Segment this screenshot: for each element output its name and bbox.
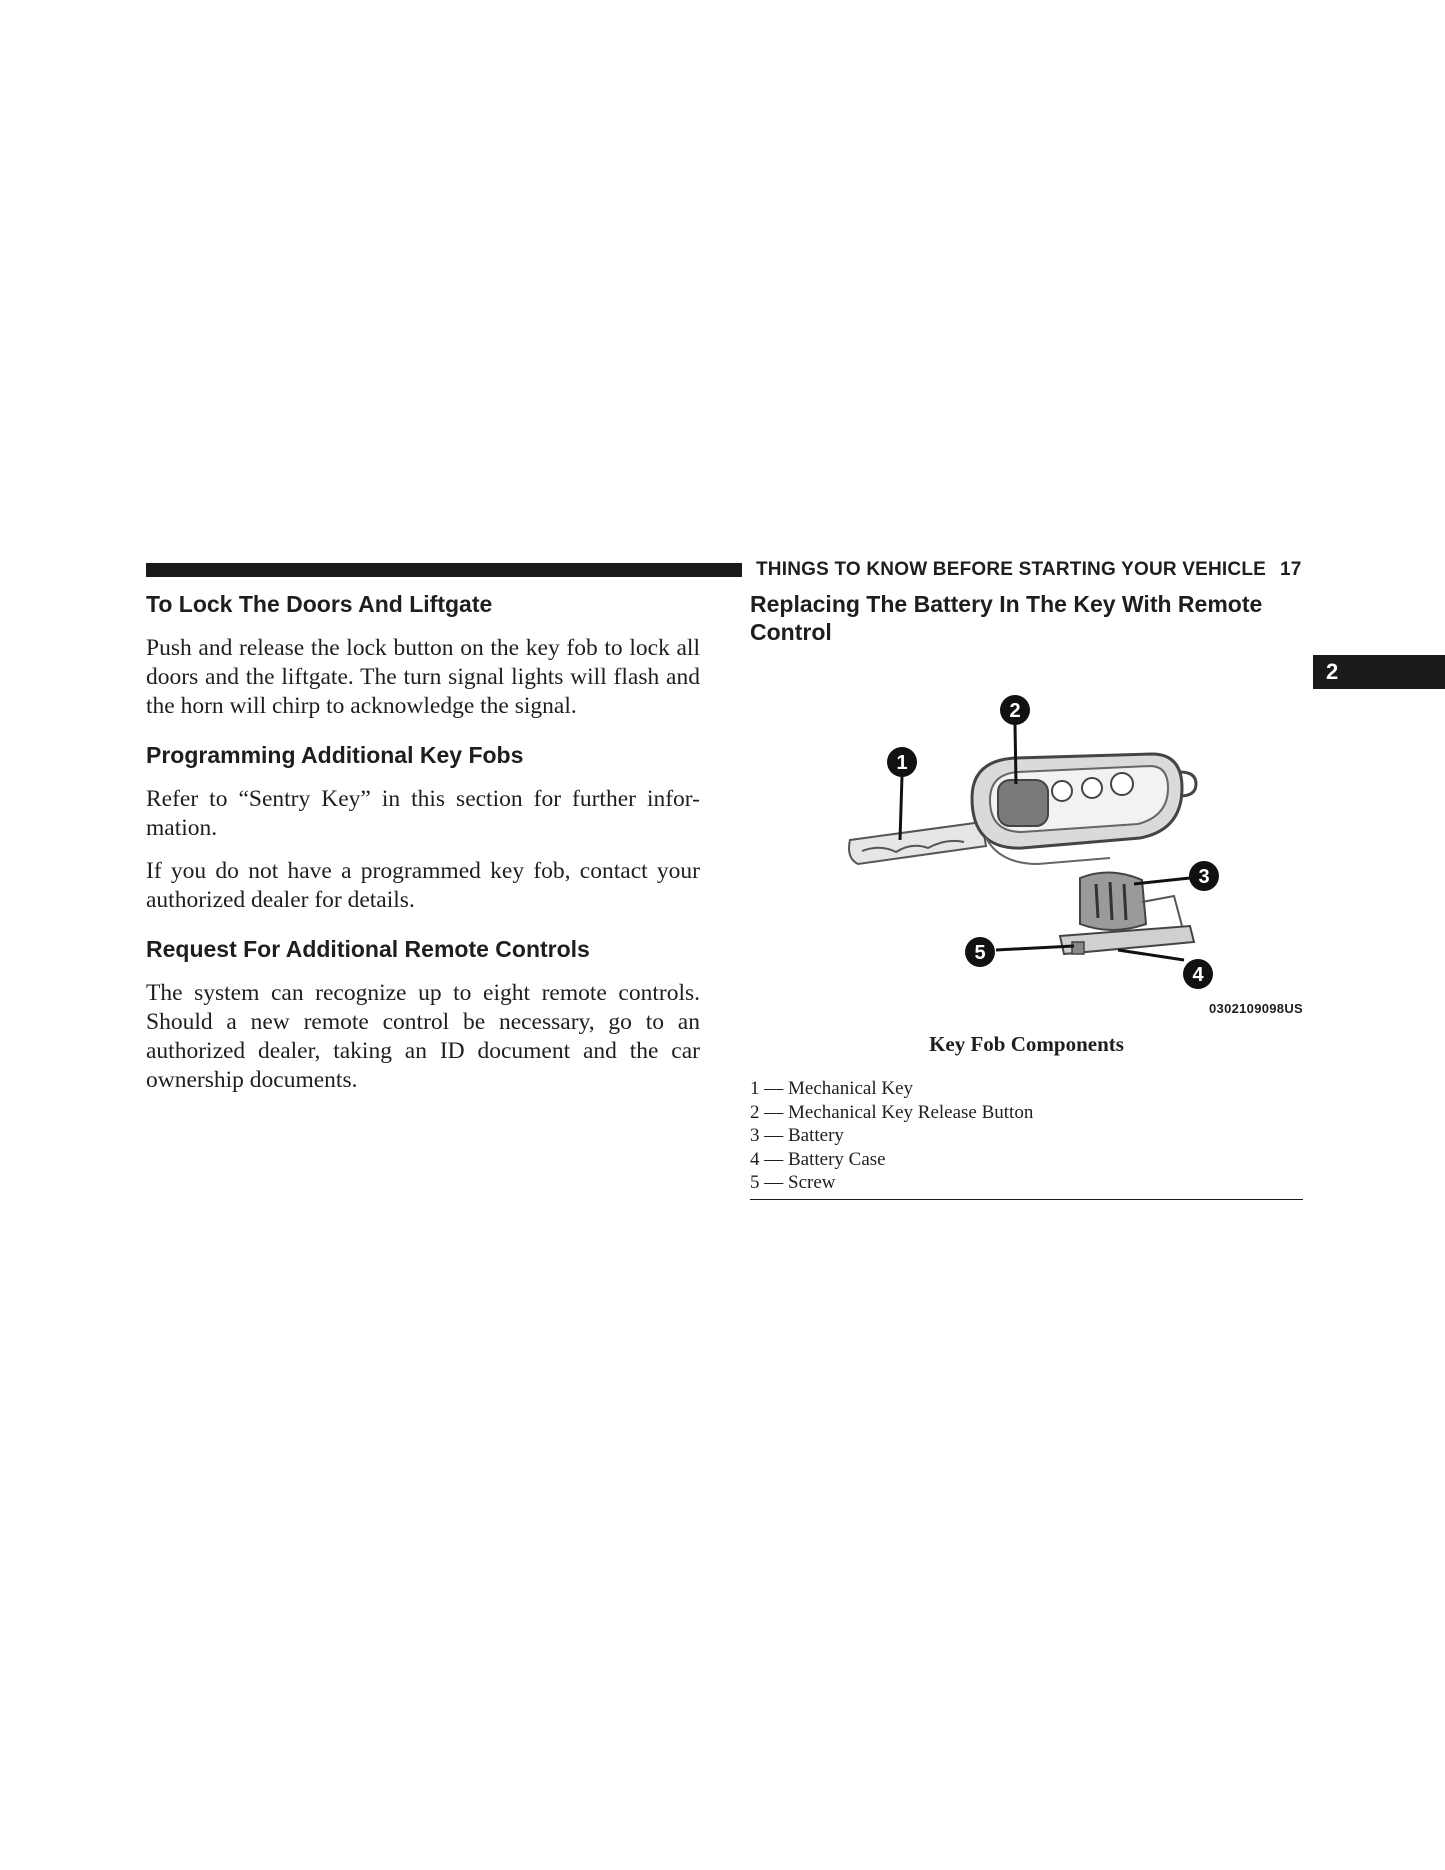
legend-item: 3 — Battery <box>750 1125 844 1146</box>
figure-caption: Key Fob Components <box>929 1032 1124 1056</box>
paragraph-contact-dealer: If you do not have a programmed key fob, contact your authorized dealer for details. <box>146 858 700 913</box>
paragraph-remote-controls: The system can recognize up to eight remote controls. Should a new remote control be necessary, go to an authorized dealer, taking an ID document and the car ownership documents. <box>146 980 700 1093</box>
section-heading-replace-battery: Replacing The Battery In The Key With Remote Control <box>750 591 1263 645</box>
running-head <box>756 559 1301 581</box>
section-heading-request-remotes: Request For Additional Remote Controls <box>146 936 590 962</box>
running-title: THINGS TO KNOW BEFORE STARTING YOUR VEHICLE <box>756 559 1267 580</box>
battery-part <box>1080 872 1146 930</box>
key-fob-illustration <box>750 688 1303 1018</box>
page-number: 17 <box>1280 559 1302 580</box>
mechanical-key-blade <box>849 822 986 864</box>
figure-legend <box>750 1077 1303 1200</box>
paragraph-sentry-key: Refer to “Sentry Key” in this section for further infor-mation. <box>146 786 700 841</box>
key-fob-figure <box>750 688 1303 1018</box>
callout-3-label: 3 <box>1198 866 1210 888</box>
callout-3 <box>1189 861 1219 891</box>
chapter-tab: 2 <box>1313 655 1445 689</box>
legend-item: 1 — Mechanical Key <box>750 1078 914 1099</box>
key-fob-body <box>972 754 1196 864</box>
right-column <box>750 590 1303 1200</box>
legend-item: 4 — Battery Case <box>750 1148 886 1170</box>
section-heading-lock-doors: To Lock The Doors And Liftgate <box>146 591 493 617</box>
callout-2-label: 2 <box>1009 700 1021 722</box>
callout-5 <box>965 937 995 967</box>
callout-5-label: 5 <box>974 942 986 964</box>
callout-2 <box>1000 695 1030 725</box>
paragraph-lock-doors: Push and release the lock button on the key fob to lock all doors and the liftgate. The turn signal lights will flash and the horn will chirp to acknowledge the signal. <box>146 635 700 719</box>
header-rule <box>146 563 742 577</box>
left-column <box>146 590 700 1095</box>
callout-1-label: 1 <box>896 752 908 774</box>
legend-item: 5 — Screw <box>750 1172 836 1193</box>
legend-item: 2 — Mechanical Key Release Button <box>750 1101 1034 1123</box>
section-heading-programming: Programming Additional Key Fobs <box>146 742 524 768</box>
callout-4-label: 4 <box>1192 964 1204 986</box>
callout-4 <box>1183 959 1213 989</box>
callout-1 <box>887 747 917 777</box>
figure-code: 0302109098US <box>1209 1001 1303 1016</box>
